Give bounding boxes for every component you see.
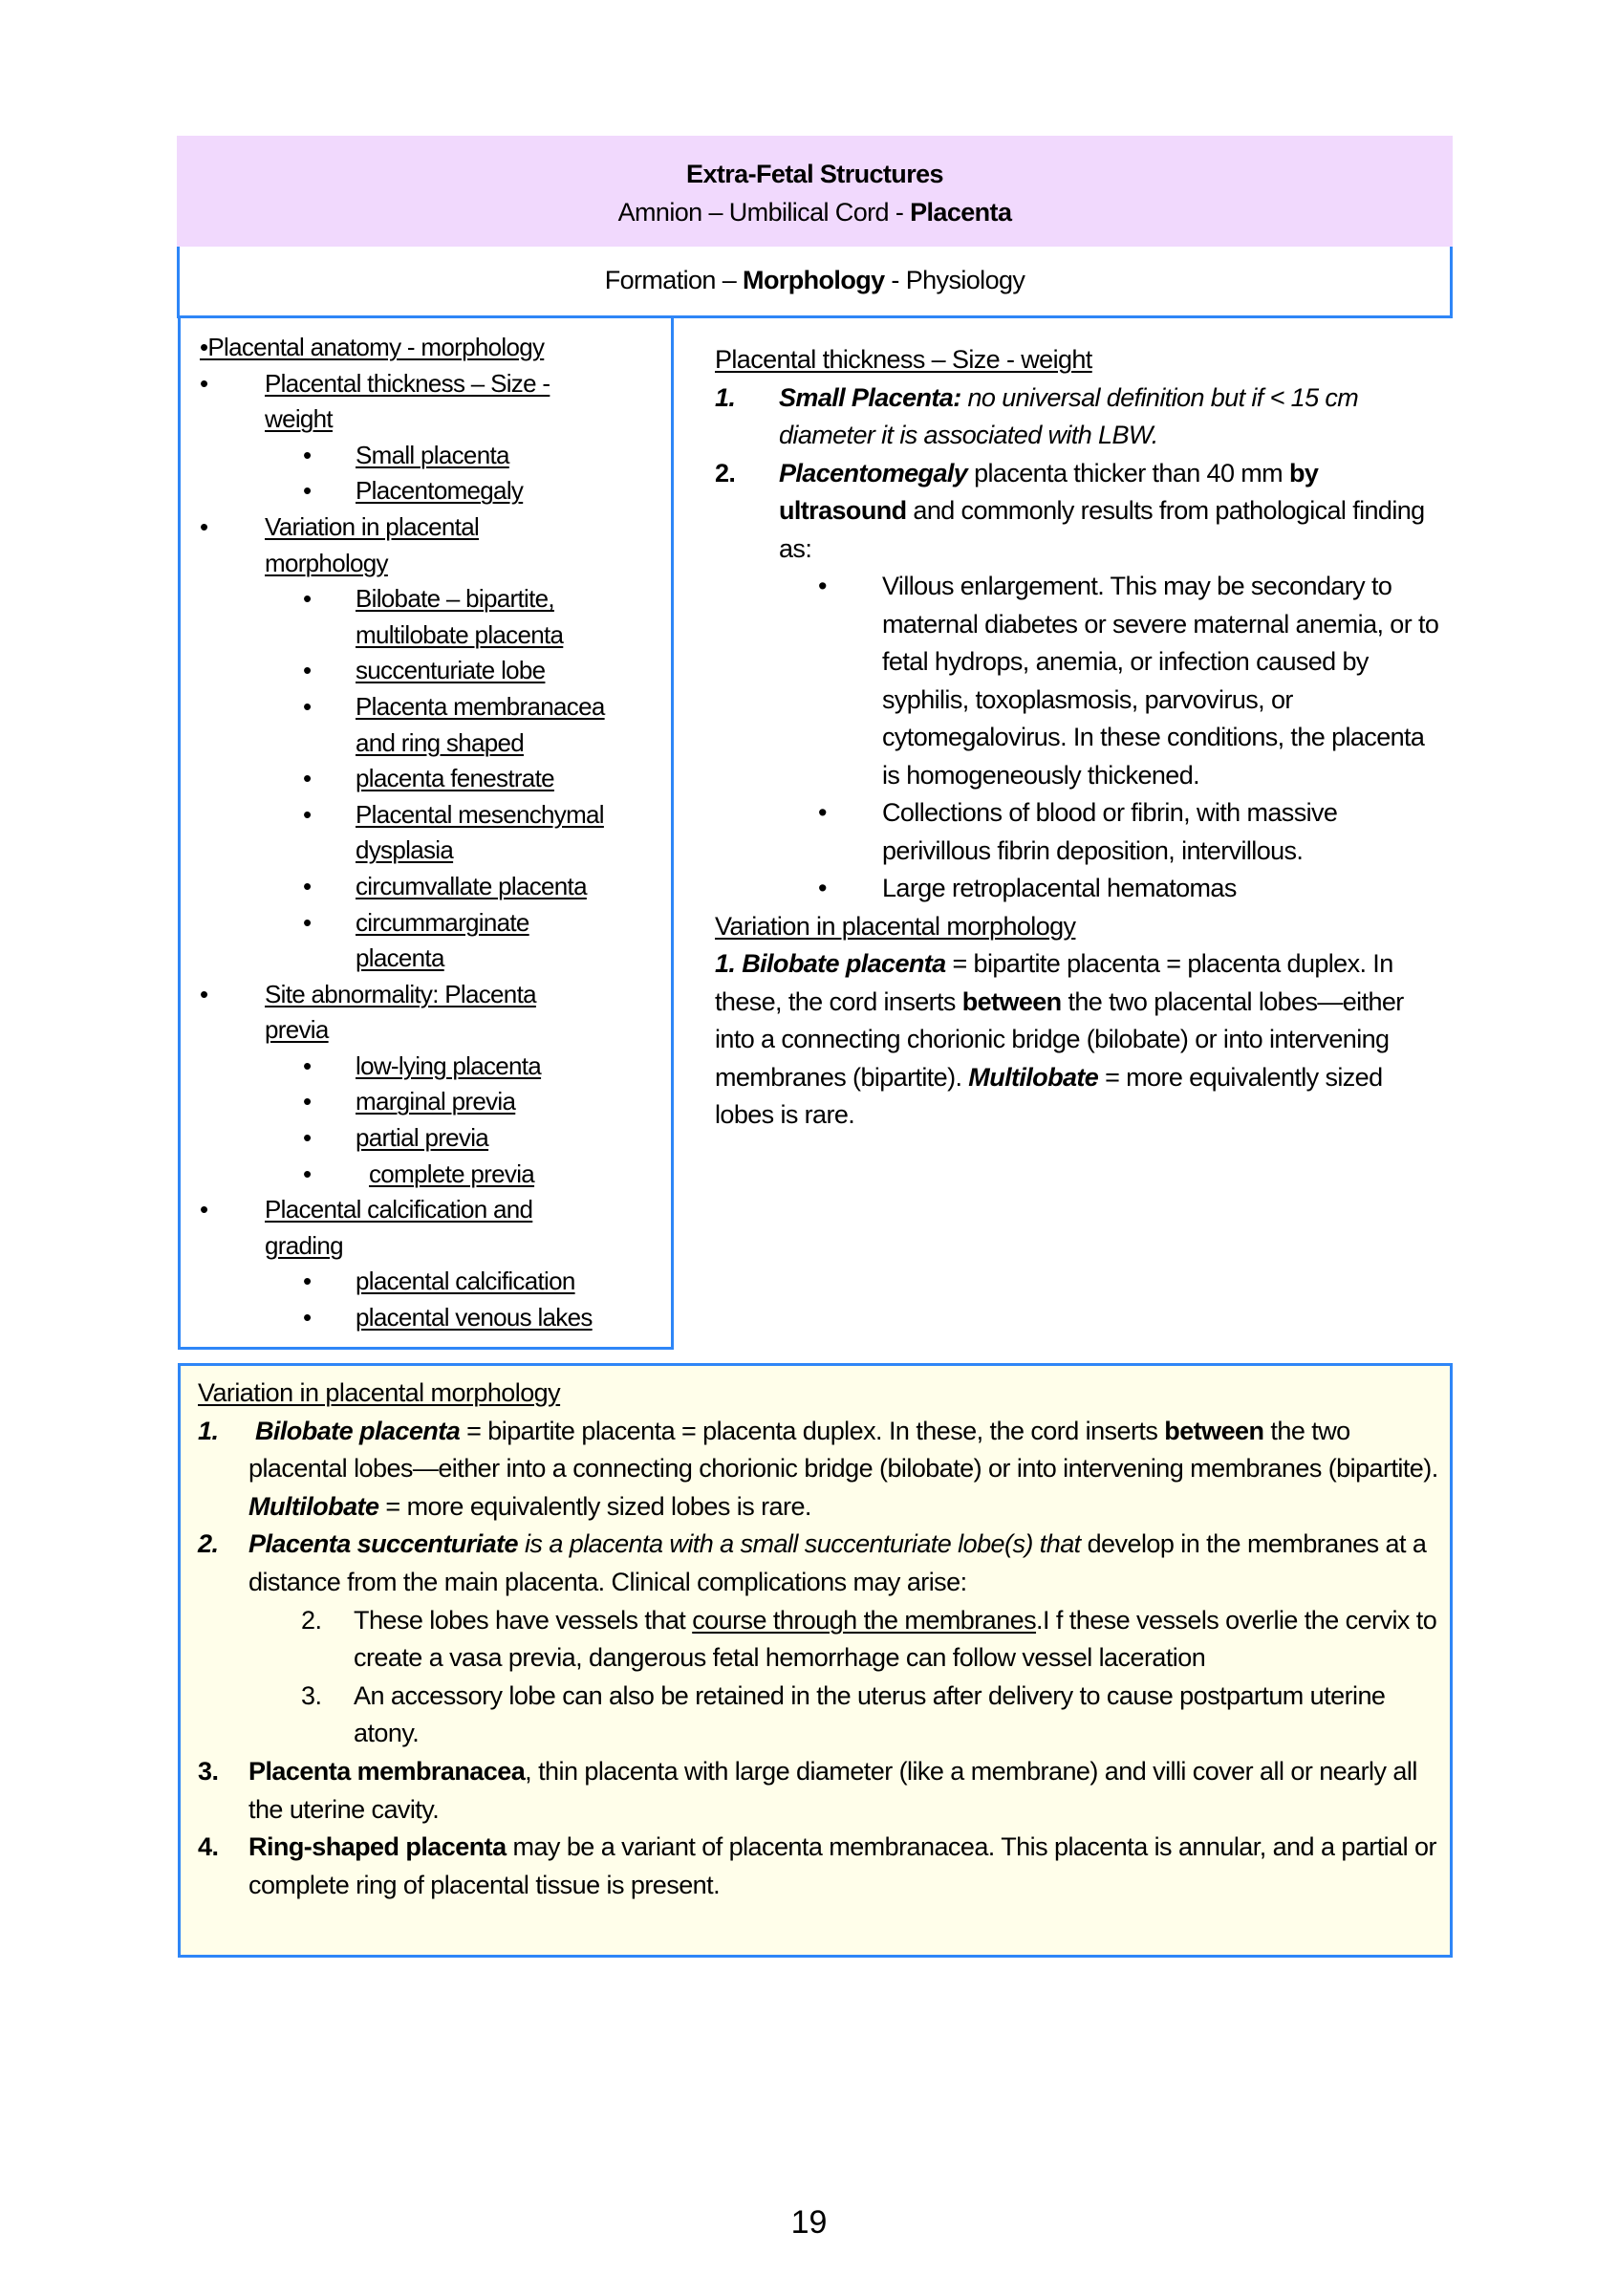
item-number: 3. — [301, 1680, 322, 1710]
toc-box — [178, 315, 674, 1350]
bullet-icon: • — [303, 691, 312, 721]
document-title: Extra-Fetal Structures — [686, 160, 943, 188]
detail-item-membranacea — [198, 1753, 1450, 1829]
item-number: 2. — [715, 458, 736, 487]
toc-item-text: Site abnormality: Placenta — [265, 979, 536, 1008]
detail-subitem — [198, 1602, 1450, 1678]
toc-item-text: marginal previa — [356, 1087, 516, 1116]
toc-item-text: Variation in placental — [265, 511, 480, 541]
toc-item-text: weight — [265, 404, 333, 434]
detail-item-succenturiate — [198, 1526, 1450, 1601]
bullet-icon: • — [818, 798, 827, 827]
definition-italic: is a placenta with a small succenturiate lobe(s) that — [518, 1529, 1081, 1559]
list-item-small-placenta — [715, 379, 1441, 455]
toc-item-text: succenturiate lobe — [356, 656, 546, 685]
bullet-icon: • — [200, 1195, 208, 1224]
toc-item[interactable] — [181, 473, 671, 509]
bullet-icon: • — [303, 799, 312, 829]
list-bullet — [715, 568, 1441, 794]
definition-text: placenta thicker than 40 mm — [967, 458, 1289, 487]
term: Small Placenta: — [779, 382, 961, 412]
toc-item[interactable] — [181, 581, 671, 653]
toc-item-text: partial previa — [356, 1123, 489, 1153]
term: Placentomegaly — [779, 458, 968, 487]
bullet-text: Collections of blood or fibrin, with massive perivillous fibrin deposition, intervillous. — [882, 798, 1338, 865]
toc-item-text: circumvallate placenta — [356, 871, 587, 900]
section-heading-variation: Variation in placental morphology — [715, 911, 1076, 941]
definition-text: the two placental lobes—either into a connecting chorionic bridge (bilobate) or into intervening membranes (bipartite). — [715, 986, 1404, 1092]
bullet-icon: • — [818, 572, 827, 600]
definition-text: = bipartite placenta = placenta duplex. In these, the cord inserts — [715, 949, 1393, 1016]
emphasis-text: between — [1164, 1416, 1264, 1445]
emphasis-text: between — [961, 986, 1062, 1016]
term: Bilobate placenta — [254, 1416, 461, 1445]
detail-item-bilobate — [198, 1413, 1450, 1527]
document-subtitle — [177, 193, 1453, 231]
toc-item[interactable] — [181, 797, 671, 869]
toc-item[interactable] — [181, 1192, 671, 1264]
right-column — [715, 341, 1441, 1135]
term: Multilobate — [248, 1491, 379, 1521]
toc-item-text: and ring shaped — [356, 727, 524, 757]
bullet-icon: • — [303, 907, 312, 937]
term: Ring-shaped placenta — [248, 1832, 507, 1862]
toc-item-text: placental calcification — [356, 1267, 575, 1296]
toc-item[interactable] — [181, 509, 671, 581]
emphasis-text: by ultrasound — [779, 458, 1319, 525]
bullet-icon: • — [303, 1123, 312, 1153]
bullet-icon: • — [303, 871, 312, 900]
toc-item-text: placental venous lakes — [356, 1303, 593, 1332]
toc-item-text: Bilobate – bipartite, — [356, 584, 554, 614]
bullet-text: Villous enlargement. This may be secondary to maternal diabetes or severe maternal anemia, or to fetal hydrops, anemia, or infection caused by syphilis, toxoplasmosis, parvovirus, or cytomegalovirus. In these conditions, the placenta is homogeneously thickened. — [882, 572, 1439, 790]
toc-item-text: grading — [265, 1230, 343, 1260]
toc-item[interactable] — [181, 977, 671, 1049]
bullet-icon: • — [303, 584, 312, 614]
toc-item-text: Placental mesenchymal — [356, 799, 604, 829]
term: Placenta membranacea — [248, 1756, 526, 1786]
list-item-placentomegaly — [715, 455, 1441, 569]
toc-heading-text: •Placental anatomy - morphology — [200, 333, 545, 361]
bullet-icon: • — [303, 476, 312, 506]
bullet-icon: • — [818, 874, 827, 902]
toc-item[interactable] — [181, 1084, 671, 1120]
toc-item-text: complete previa — [369, 1159, 535, 1188]
section-subtitle-box — [177, 247, 1453, 318]
item-number: 1. — [715, 382, 736, 412]
toc-item-text: Placental calcification and — [265, 1195, 533, 1224]
toc-item-text: multilobate placenta — [356, 619, 564, 649]
definition-text: = more equivalently sized lobes is rare. — [715, 1062, 1383, 1129]
item-number: 2. — [198, 1529, 219, 1559]
definition-text: = more equivalently sized lobes is rare. — [378, 1491, 811, 1521]
toc-item-text: placenta fenestrate — [356, 764, 554, 793]
detail-subitem — [198, 1678, 1450, 1753]
item-number: 2. — [301, 1605, 322, 1635]
bullet-icon: • — [303, 764, 312, 793]
toc-item-text: low-lying placenta — [356, 1051, 542, 1080]
item-number: 1. — [198, 1416, 219, 1445]
definition-text: , thin placenta with large diameter (like a membrane) and villi cover all or nearly all the uterine cavity. — [248, 1756, 1417, 1824]
toc-item-text: Placentomegaly — [356, 476, 524, 506]
toc-item[interactable] — [181, 1157, 671, 1193]
bullet-icon: • — [303, 1051, 312, 1080]
term: Multilobate — [968, 1062, 1099, 1092]
toc-item-text: Small placenta — [356, 440, 509, 469]
toc-item-text: Placental thickness – Size - — [265, 368, 550, 398]
toc-item-text: dysplasia — [356, 835, 454, 865]
bullet-icon: • — [200, 979, 208, 1008]
list-bullet — [715, 870, 1441, 908]
bullet-text: Large retroplacental hematomas — [882, 874, 1237, 902]
toc-item-text: circummarginate — [356, 907, 529, 937]
toc-item[interactable] — [181, 1264, 671, 1300]
detail-item-ring-shaped — [198, 1829, 1450, 1904]
definition-text: .I f these vessels overlie the cervix to create a vasa previa, dangerous fetal hemorrhage can follow vessel laceration — [354, 1605, 1437, 1673]
toc-heading[interactable] — [181, 330, 671, 366]
toc-item[interactable] — [181, 1120, 671, 1157]
toc-item-text: previa — [265, 1015, 329, 1045]
definition-text: may be a variant of placenta membranacea. This placenta is annular, and a partial or complete ring of placental tissue is present. — [248, 1832, 1436, 1899]
toc-item[interactable] — [181, 438, 671, 474]
toc-item[interactable] — [181, 1049, 671, 1085]
toc-item[interactable] — [181, 905, 671, 977]
toc-item[interactable] — [181, 366, 671, 438]
bullet-icon: • — [303, 1159, 312, 1188]
toc-item[interactable] — [181, 869, 671, 905]
page-number: 19 — [790, 2204, 828, 2241]
section-subtitle-text: Formation – — [604, 266, 744, 294]
definition-text: develop in the membranes at a distance from the main placenta. Clinical complications may arise: — [248, 1529, 1427, 1596]
header-band — [177, 136, 1453, 247]
bullet-icon: • — [200, 511, 208, 541]
detail-box-title: Variation in placental morphology — [198, 1378, 561, 1407]
list-bullet — [715, 794, 1441, 870]
definition-text: These lobes have vessels that — [354, 1605, 693, 1635]
section-subtitle-emphasis: Morphology — [743, 266, 885, 294]
bullet-icon: • — [303, 1087, 312, 1116]
definition-text: An accessory lobe can also be retained in the uterus after delivery to cause postpartum uterine atony. — [354, 1680, 1386, 1748]
section-heading-thickness: Placental thickness – Size - weight — [715, 345, 1092, 374]
bullet-icon: • — [200, 368, 208, 398]
bullet-icon: • — [303, 440, 312, 469]
subtitle-text: Amnion – Umbilical Cord - — [617, 198, 911, 227]
toc-item[interactable] — [181, 761, 671, 797]
term: 1. Bilobate placenta — [715, 949, 946, 978]
bullet-icon: • — [303, 656, 312, 685]
bullet-icon: • — [303, 1267, 312, 1296]
term: Placenta succenturiate — [248, 1529, 519, 1559]
detail-box — [178, 1363, 1453, 1958]
definition-text: the two placental lobes—either into a connecting chorionic bridge (bilobate) or into intervening membranes (bipartite). — [248, 1416, 1438, 1484]
definition-text: no universal definition but if < 15 cm diameter it is associated with LBW. — [779, 382, 1359, 449]
subtitle-emphasis: Placenta — [910, 198, 1012, 227]
toc-item-text: Placenta membranacea — [356, 691, 605, 721]
definition-text: = bipartite placenta = placenta duplex. In these, the cord inserts — [460, 1416, 1165, 1445]
toc-item-text: placenta — [356, 943, 444, 973]
toc-item[interactable] — [181, 653, 671, 689]
bilobate-paragraph — [715, 945, 1441, 1135]
definition-text: and commonly results from pathological finding as: — [779, 496, 1425, 563]
toc-item[interactable] — [181, 689, 671, 761]
toc-item[interactable] — [181, 1300, 671, 1336]
toc-item-text: morphology — [265, 548, 388, 577]
underlined-text: course through the membranes — [692, 1605, 1037, 1635]
bullet-icon: • — [303, 1303, 312, 1332]
section-subtitle-text: - Physiology — [884, 266, 1025, 294]
item-number: 4. — [198, 1832, 219, 1862]
item-number: 3. — [198, 1756, 219, 1786]
